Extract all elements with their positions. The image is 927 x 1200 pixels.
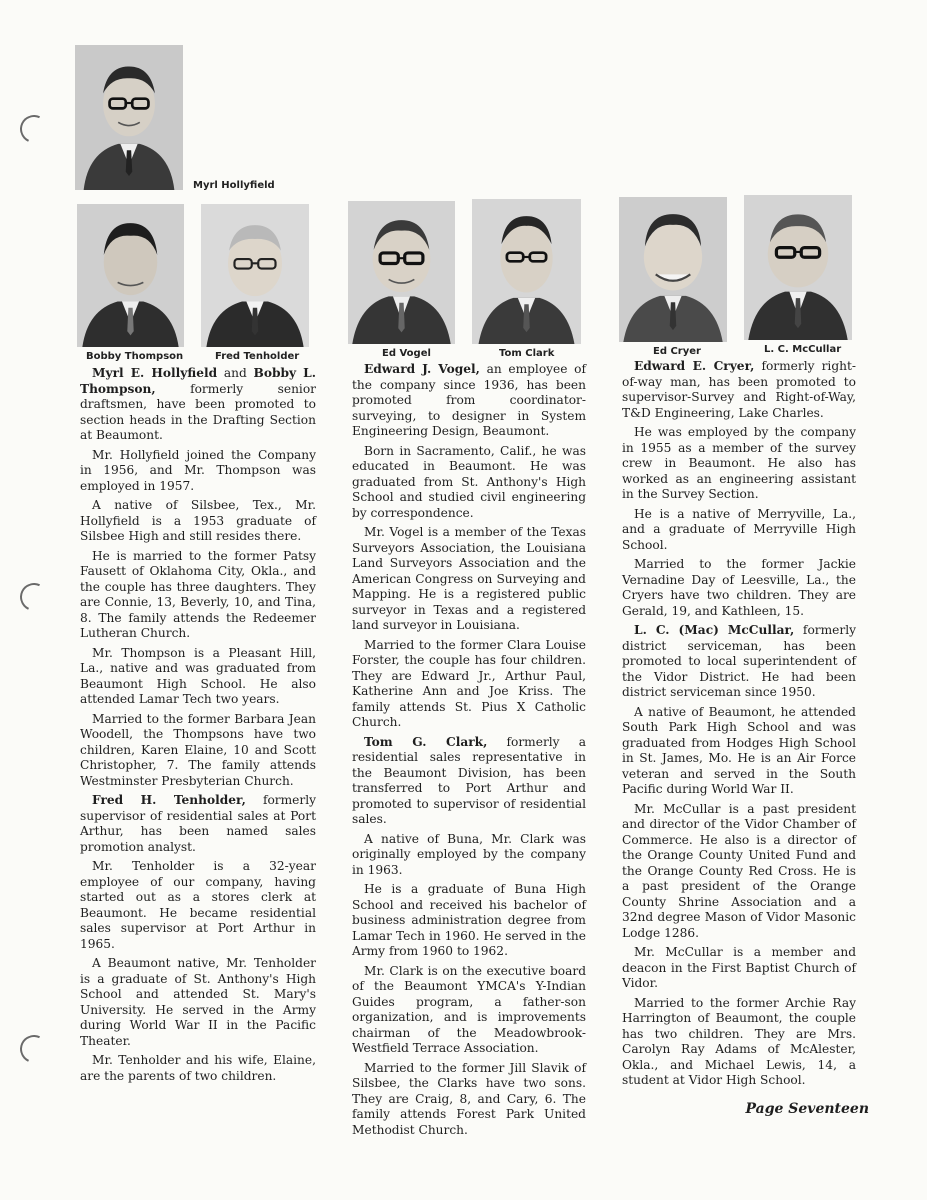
caption-clark: Tom Clark xyxy=(499,348,555,359)
portrait-tenholder xyxy=(201,204,309,347)
paragraph: Mr. McCullar is a past president and director of the Vidor Chamber of Commerce. He also is a director of the Orange County United Fund and the Orange County Red Cross. He is a past president of the Orange County Shrine Association and a 32nd degree Mason of Vidor Masonic Lodge 1286. xyxy=(622,801,856,940)
paragraph xyxy=(622,623,856,701)
paragraph: Mr. Tenholder is a 32-year employee of our company, having started out as a stores clerk at Beaumont. He became residential sales supervisor at Port Arthur in 1965. xyxy=(80,859,316,951)
paragraph: Married to the former Clara Louise Forster, the couple has four children. They are Edward Jr., Arthur Paul, Katherine Ann and Joe Kriss. The family attends St. Pius X Catholic Church. xyxy=(352,637,586,729)
paragraph: Mr. Hollyfield joined the Company in 1956, and Mr. Thompson was employed in 1957. xyxy=(80,447,316,493)
paragraph: Mr. Clark is on the executive board of the Beaumont YMCA's Y-Indian Guides program, a father-son organization, and is improvements chairman of the Meadowbrook-Westfield Terrace Association. xyxy=(352,963,586,1055)
paragraph: Married to the former Jill Slavik of Silsbee, the Clarks have two sons. They are Craig, 8, and Cary, 6. The family attends Forest Park United Methodist Church. xyxy=(352,1060,586,1137)
person-name: Edward E. Cryer, xyxy=(634,359,755,373)
text: formerly right-of-way man, has been promoted to supervisor-Survey and Right-of-Way, T&D Engineering, Lake Charles. xyxy=(622,359,856,420)
paragraph: Married to the former Barbara Jean Woodell, the Thompsons have two children, Karen Elaine, 10 and Scott Christopher, 7. The family attends Westminster Presbyterian Church. xyxy=(80,711,316,788)
paragraph: Born in Sacramento, Calif., he was educated in Beaumont. He was graduated from St. Anthony's High School and studied civil engineering by correspondence. xyxy=(352,443,586,520)
caption-tenholder: Fred Tenholder xyxy=(215,351,300,362)
binder-hole-bottom xyxy=(16,1031,52,1067)
portrait-hollyfield xyxy=(75,45,183,190)
text: and xyxy=(217,366,254,380)
portrait-mccullar xyxy=(744,195,852,340)
paragraph: He is married to the former Patsy Fausett of Oklahoma City, Okla., and the couple has three daughters. They are Connie, 13, Beverly, 10, and Tina, 8. The family attends the Redeemer Lutheran Church. xyxy=(80,548,316,640)
paragraph: Married to the former Jackie Vernadine Day of Leesville, La., the Cryers have two children. They are Gerald, 19, and Kathleen, 15. xyxy=(622,557,856,618)
paragraph xyxy=(352,735,586,828)
paragraph xyxy=(80,366,316,444)
portrait-vogel xyxy=(348,201,455,344)
page-number: Page Seventeen xyxy=(745,1101,869,1117)
person-name: Edward J. Vogel, xyxy=(364,362,480,376)
text: formerly supervisor of residential sales at Port Arthur, has been named sales promotion analyst. xyxy=(80,793,316,854)
text: formerly district serviceman, has been promoted to local superintendent of the Vidor District. He had been district serviceman since 1950. xyxy=(622,623,856,699)
binder-hole-middle xyxy=(16,579,52,615)
paragraph xyxy=(622,359,856,421)
text: an employee of the company since 1936, has been promoted from coordinator-surveying, to designer in System Engineering Design, Beaumont. xyxy=(352,362,586,438)
person-name: Bobby L. Thompson, xyxy=(80,366,316,396)
article-column-3 xyxy=(622,359,856,1093)
paragraph: He was employed by the company in 1955 as a member of the survey crew in Beaumont. He also has worked as an engineering assistant in the Survey Section. xyxy=(622,425,856,501)
paragraph: Mr. Tenholder and his wife, Elaine, are the parents of two children. xyxy=(80,1053,316,1083)
article-column-1 xyxy=(80,366,316,1088)
caption-vogel: Ed Vogel xyxy=(382,348,431,359)
paragraph: Mr. McCullar is a member and deacon in the First Baptist Church of Vidor. xyxy=(622,945,856,990)
paragraph: He is a native of Merryville, La., and a graduate of Merryville High School. xyxy=(622,506,856,552)
person-name: Tom G. Clark, xyxy=(364,734,488,749)
caption-mccullar: L. C. McCullar xyxy=(764,344,842,355)
binder-hole-top xyxy=(16,111,52,147)
paragraph: Married to the former Archie Ray Harrington of Beaumont, the couple has two children. They are Mrs. Carolyn Ray Adams of McAlester, Okla., and Michael Lewis, 14, a student at Vidor High School. xyxy=(622,995,856,1087)
paragraph: A native of Silsbee, Tex., Mr. Hollyfield is a 1953 graduate of Silsbee High and still resides there. xyxy=(80,498,316,543)
paragraph: He is a graduate of Buna High School and received his bachelor of business administration degree from Lamar Tech in 1960. He served in the Army from 1960 to 1962. xyxy=(352,882,586,958)
paragraph: A native of Buna, Mr. Clark was originally employed by the company in 1963. xyxy=(352,831,586,877)
portrait-clark xyxy=(472,199,581,344)
portrait-thompson xyxy=(77,204,184,347)
caption-hollyfield: Myrl Hollyfield xyxy=(193,180,275,191)
paragraph: Mr. Thompson is a Pleasant Hill, La., native and was graduated from Beaumont High School. He also attended Lamar Tech two years. xyxy=(80,645,316,706)
person-name: Fred H. Tenholder, xyxy=(92,793,246,807)
caption-cryer: Ed Cryer xyxy=(653,346,701,357)
text: formerly a residential sales representative in the Beaumont Division, has been transferred to Port Arthur and promoted to supervisor of residential sales. xyxy=(352,734,586,826)
person-name: L. C. (Mac) McCullar, xyxy=(634,623,795,637)
paragraph: Mr. Vogel is a member of the Texas Surveyors Association, the Louisiana Land Surveyors Association and the American Congress on Surveying and Mapping. He is a registered public surveyor in Texas and a registered land surveyor in Louisiana. xyxy=(352,525,586,632)
portrait-cryer xyxy=(619,197,727,342)
paragraph: A Beaumont native, Mr. Tenholder is a graduate of St. Anthony's High School and attended St. Mary's University. He served in the Army during World War II in the Pacific Theater. xyxy=(80,956,316,1048)
caption-thompson: Bobby Thompson xyxy=(86,351,184,362)
paragraph: A native of Beaumont, he attended South Park High School and was graduated from Hodges High School in St. James, Mo. He is an Air Force veteran and served in the South Pacific during World War II. xyxy=(622,704,856,796)
article-column-2 xyxy=(352,362,586,1142)
paragraph xyxy=(352,362,586,440)
person-name: Myrl E. Hollyfield xyxy=(92,366,218,380)
text: formerly senior draftsmen, have been promoted to section heads in the Drafting Section at Beaumont. xyxy=(80,381,316,442)
paragraph xyxy=(80,793,316,855)
